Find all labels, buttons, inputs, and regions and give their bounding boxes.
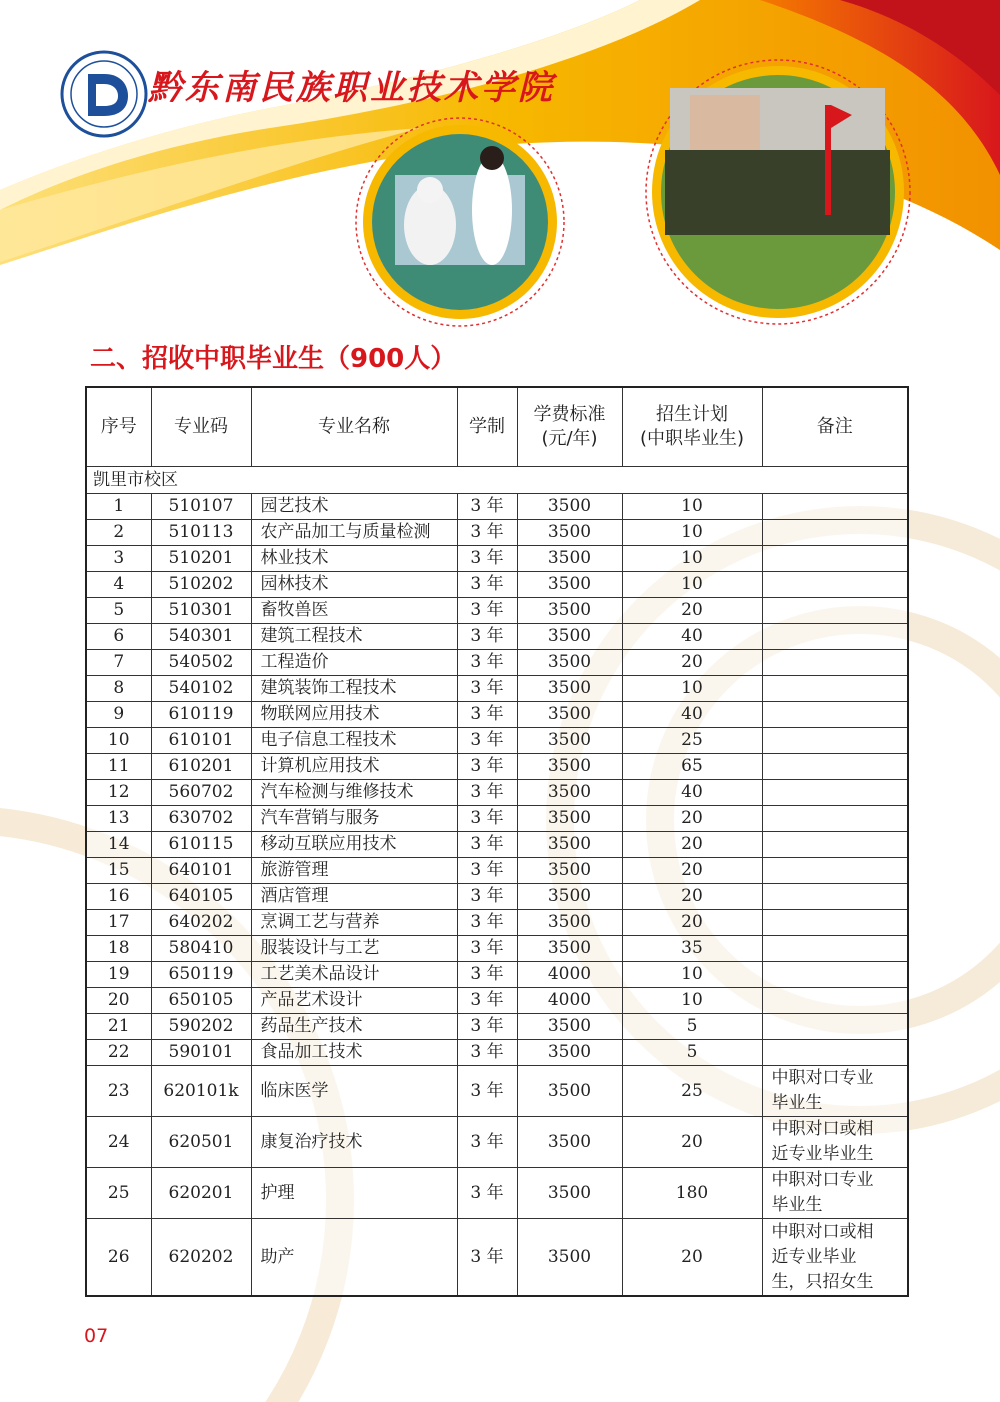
campus-row [86,467,908,494]
cell-fee: 3500 [517,1014,622,1040]
cell-years: 3 年 [457,1014,517,1040]
cell-years: 3 年 [457,546,517,572]
cell-name: 园艺技术 [251,494,457,520]
cell-name: 林业技术 [251,546,457,572]
table-row [86,728,908,754]
cell-name: 电子信息工程技术 [251,728,457,754]
table-row [86,858,908,884]
cell-years: 3 年 [457,884,517,910]
cell-fee: 3500 [517,1219,622,1297]
table-row [86,572,908,598]
school-logo [62,52,146,136]
cell-name: 服装设计与工艺 [251,936,457,962]
cell-code: 540102 [151,676,251,702]
table-row [86,494,908,520]
header-name: 专业名称 [251,387,457,467]
cell-code: 620101k [151,1066,251,1117]
table-row [86,910,908,936]
cell-no: 24 [86,1117,151,1168]
cell-name: 康复治疗技术 [251,1117,457,1168]
cell-code: 590101 [151,1040,251,1066]
cell-code: 510201 [151,546,251,572]
cell-note [762,910,908,936]
campus-label: 凯里市校区 [86,467,908,494]
cell-plan: 10 [622,520,762,546]
cell-fee: 3500 [517,858,622,884]
cell-plan: 40 [622,624,762,650]
table-row [86,598,908,624]
enrollment-table [85,386,909,1297]
cell-name: 园林技术 [251,572,457,598]
cell-fee: 3500 [517,676,622,702]
cell-plan: 5 [622,1014,762,1040]
cell-plan: 10 [622,676,762,702]
cell-no: 23 [86,1066,151,1117]
header-plan: 招生计划 (中职毕业生) [622,387,762,467]
cell-years: 3 年 [457,572,517,598]
cell-years: 3 年 [457,1219,517,1297]
cell-plan: 25 [622,1066,762,1117]
cell-note: 中职对口或相 近专业毕业 生，只招女生 [762,1219,908,1297]
table-row [86,1014,908,1040]
table-row [86,962,908,988]
cell-plan: 20 [622,910,762,936]
cell-code: 640202 [151,910,251,936]
cell-name: 助产 [251,1219,457,1297]
cell-plan: 40 [622,702,762,728]
table-row [86,1040,908,1066]
cell-fee: 3500 [517,1117,622,1168]
cell-note [762,728,908,754]
table-row [86,936,908,962]
cell-note [762,806,908,832]
cell-note: 中职对口或相 近专业毕业生 [762,1117,908,1168]
table-row [86,806,908,832]
table-row [86,520,908,546]
cell-plan: 10 [622,988,762,1014]
cell-years: 3 年 [457,1168,517,1219]
cell-years: 3 年 [457,676,517,702]
cell-code: 510107 [151,494,251,520]
cell-years: 3 年 [457,728,517,754]
cell-note: 中职对口专业 毕业生 [762,1168,908,1219]
cell-fee: 3500 [517,520,622,546]
cell-name: 建筑工程技术 [251,624,457,650]
cell-years: 3 年 [457,624,517,650]
cell-code: 580410 [151,936,251,962]
cell-no: 12 [86,780,151,806]
cell-no: 3 [86,546,151,572]
header-years: 学制 [457,387,517,467]
military-training-photo [646,60,910,324]
cell-note [762,832,908,858]
table-row [86,1117,908,1168]
cell-note [762,780,908,806]
cell-plan: 40 [622,780,762,806]
cell-no: 18 [86,936,151,962]
cell-name: 农产品加工与质量检测 [251,520,457,546]
table-row [86,650,908,676]
cell-years: 3 年 [457,650,517,676]
header-code: 专业码 [151,387,251,467]
cell-fee: 3500 [517,1066,622,1117]
cell-years: 3 年 [457,858,517,884]
cell-note: 中职对口专业 毕业生 [762,1066,908,1117]
cell-code: 510113 [151,520,251,546]
table-row [86,546,908,572]
table-row [86,702,908,728]
cell-fee: 3500 [517,910,622,936]
cell-plan: 20 [622,832,762,858]
cell-plan: 20 [622,884,762,910]
cell-years: 3 年 [457,1040,517,1066]
cell-no: 22 [86,1040,151,1066]
cell-note [762,1014,908,1040]
cell-plan: 5 [622,1040,762,1066]
cell-no: 26 [86,1219,151,1297]
page-number: 07 [84,1325,109,1347]
cell-note [762,624,908,650]
cell-name: 食品加工技术 [251,1040,457,1066]
cell-name: 建筑装饰工程技术 [251,676,457,702]
cell-years: 3 年 [457,936,517,962]
cell-fee: 3500 [517,494,622,520]
cell-fee: 3500 [517,546,622,572]
cell-name: 计算机应用技术 [251,754,457,780]
cell-code: 540301 [151,624,251,650]
cell-no: 7 [86,650,151,676]
cell-name: 护理 [251,1168,457,1219]
table-row [86,754,908,780]
cell-note [762,988,908,1014]
cell-fee: 3500 [517,832,622,858]
cell-no: 4 [86,572,151,598]
cell-code: 610101 [151,728,251,754]
cell-no: 17 [86,910,151,936]
cell-code: 610119 [151,702,251,728]
cell-code: 620501 [151,1117,251,1168]
cell-code: 540502 [151,650,251,676]
cell-years: 3 年 [457,806,517,832]
cell-no: 25 [86,1168,151,1219]
school-name: 黔东南民族职业技术学院 [148,68,555,108]
cell-fee: 3500 [517,598,622,624]
cell-no: 20 [86,988,151,1014]
cell-plan: 20 [622,650,762,676]
cell-plan: 180 [622,1168,762,1219]
table-row [86,988,908,1014]
cell-name: 汽车营销与服务 [251,806,457,832]
cell-fee: 3500 [517,702,622,728]
cell-note [762,884,908,910]
cell-years: 3 年 [457,494,517,520]
table-row [86,884,908,910]
table-row [86,624,908,650]
cell-plan: 10 [622,546,762,572]
cell-no: 8 [86,676,151,702]
cell-fee: 3500 [517,754,622,780]
cell-code: 630702 [151,806,251,832]
cell-note [762,676,908,702]
cell-plan: 20 [622,1219,762,1297]
cell-code: 610201 [151,754,251,780]
cell-no: 16 [86,884,151,910]
table-header-row [86,387,908,467]
cell-plan: 10 [622,494,762,520]
cell-code: 640101 [151,858,251,884]
cell-plan: 20 [622,806,762,832]
cell-note [762,650,908,676]
cell-no: 21 [86,1014,151,1040]
cell-name: 烹调工艺与营养 [251,910,457,936]
table-row [86,780,908,806]
cell-fee: 3500 [517,728,622,754]
cell-years: 3 年 [457,598,517,624]
cell-fee: 3500 [517,1168,622,1219]
cell-code: 510202 [151,572,251,598]
cell-no: 5 [86,598,151,624]
table-row [86,1168,908,1219]
cell-name: 药品生产技术 [251,1014,457,1040]
cell-no: 13 [86,806,151,832]
cell-no: 1 [86,494,151,520]
table-row [86,1219,908,1297]
cell-fee: 4000 [517,988,622,1014]
cell-code: 560702 [151,780,251,806]
cell-years: 3 年 [457,754,517,780]
cell-years: 3 年 [457,520,517,546]
cell-years: 3 年 [457,832,517,858]
cell-name: 产品艺术设计 [251,988,457,1014]
cell-fee: 3500 [517,1040,622,1066]
cell-note [762,1040,908,1066]
cell-no: 19 [86,962,151,988]
cell-fee: 3500 [517,650,622,676]
header-no: 序号 [86,387,151,467]
cell-years: 3 年 [457,780,517,806]
table-row [86,676,908,702]
cell-name: 工艺美术品设计 [251,962,457,988]
cell-note [762,572,908,598]
cell-years: 3 年 [457,1066,517,1117]
table-row [86,832,908,858]
cell-fee: 4000 [517,962,622,988]
cell-code: 610115 [151,832,251,858]
cell-years: 3 年 [457,988,517,1014]
cell-no: 2 [86,520,151,546]
cell-no: 14 [86,832,151,858]
cell-note [762,962,908,988]
cell-years: 3 年 [457,910,517,936]
cell-plan: 65 [622,754,762,780]
cell-code: 650119 [151,962,251,988]
cell-name: 旅游管理 [251,858,457,884]
cell-name: 畜牧兽医 [251,598,457,624]
cell-plan: 20 [622,858,762,884]
cell-code: 510301 [151,598,251,624]
cell-fee: 3500 [517,780,622,806]
cell-plan: 20 [622,1117,762,1168]
cell-plan: 35 [622,936,762,962]
header-fee: 学费标准 (元/年) [517,387,622,467]
cell-fee: 3500 [517,624,622,650]
cell-name: 临床医学 [251,1066,457,1117]
cell-note [762,702,908,728]
cell-name: 工程造价 [251,650,457,676]
cell-plan: 25 [622,728,762,754]
cell-note [762,858,908,884]
cell-plan: 20 [622,598,762,624]
cell-name: 汽车检测与维修技术 [251,780,457,806]
cell-name: 移动互联应用技术 [251,832,457,858]
cell-no: 11 [86,754,151,780]
cell-code: 620201 [151,1168,251,1219]
cell-fee: 3500 [517,884,622,910]
header-note: 备注 [762,387,908,467]
cell-years: 3 年 [457,1117,517,1168]
cell-no: 9 [86,702,151,728]
section-title: 二、招收中职毕业生（900人） [90,344,457,374]
cell-fee: 3500 [517,806,622,832]
cell-plan: 10 [622,962,762,988]
cell-name: 物联网应用技术 [251,702,457,728]
cell-fee: 3500 [517,572,622,598]
cell-years: 3 年 [457,962,517,988]
cell-note [762,546,908,572]
cell-code: 640105 [151,884,251,910]
cell-code: 620202 [151,1219,251,1297]
cell-note [762,936,908,962]
cell-no: 10 [86,728,151,754]
cell-note [762,520,908,546]
cell-code: 650105 [151,988,251,1014]
cell-plan: 10 [622,572,762,598]
cell-fee: 3500 [517,936,622,962]
cell-note [762,598,908,624]
cell-name: 酒店管理 [251,884,457,910]
cell-note [762,494,908,520]
cell-note [762,754,908,780]
cell-code: 590202 [151,1014,251,1040]
cell-no: 6 [86,624,151,650]
table-row [86,1066,908,1117]
cell-years: 3 年 [457,702,517,728]
cell-no: 15 [86,858,151,884]
